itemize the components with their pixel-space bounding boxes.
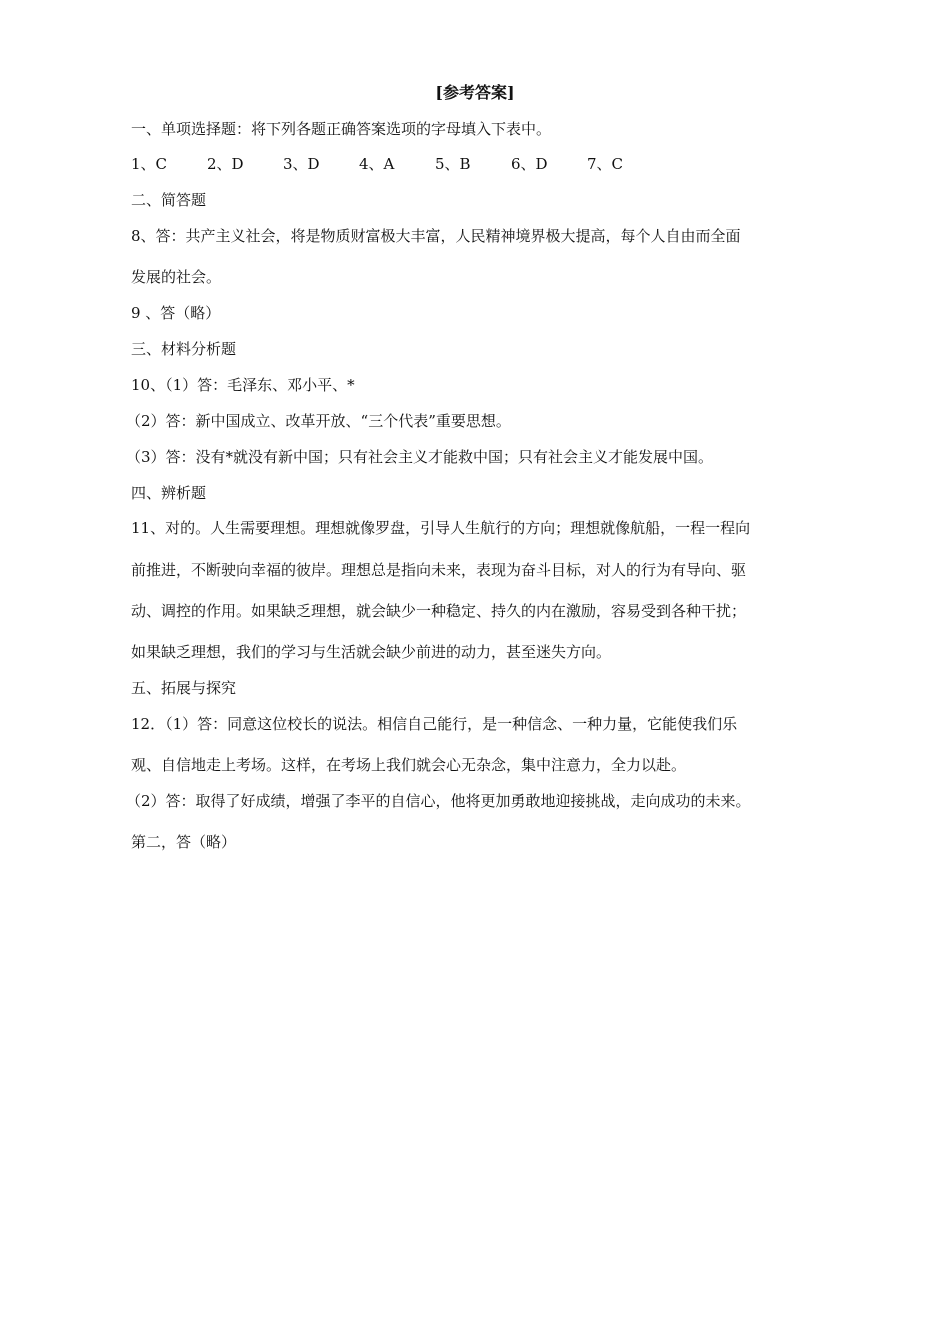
q9-answer: 9 、答（略） bbox=[131, 304, 221, 322]
section5-heading: 五、拓展与探究 bbox=[131, 679, 237, 697]
q12-2-answer: （2）答：取得了好成绩，增强了李平的自信心，他将更加勇敢地迎接挑战，走向成功的未来。 bbox=[126, 792, 751, 810]
answer-2: 2、D bbox=[207, 155, 244, 173]
q11-answer-line4: 如果缺乏理想，我们的学习与生活就会缺少前进的动力，甚至迷失方向。 bbox=[131, 643, 612, 661]
q8-answer-line1: 8、答：共产主义社会，将是物质财富极大丰富，人民精神境界极大提高，每个人自由而全面 bbox=[131, 227, 741, 245]
q8-answer-line2: 发展的社会。 bbox=[131, 268, 222, 286]
q10-3-answer: （3）答：没有*就没有新中国；只有社会主义才能救中国；只有社会主义才能发展中国。 bbox=[126, 448, 714, 466]
document-title: [参考答案] bbox=[435, 83, 515, 102]
multiple-choice-answers bbox=[131, 154, 663, 174]
section1-heading: 一、单项选择题：将下列各题正确答案选项的字母填入下表中。 bbox=[131, 120, 552, 138]
section4-heading: 四、辨析题 bbox=[131, 484, 207, 502]
q10-1-answer: 10、（1）答：毛泽东、邓小平、* bbox=[131, 376, 355, 394]
section3-heading: 三、材料分析题 bbox=[131, 340, 237, 358]
q11-answer-line1: 11、对的。人生需要理想。理想就像罗盘，引导人生航行的方向；理想就像航船，一程一程向 bbox=[131, 519, 751, 537]
answer-1: 1、C bbox=[131, 155, 168, 173]
q12-1-answer-line1: 12．（1）答：同意这位校长的说法。相信自己能行，是一种信念、一种力量，它能使我们乐 bbox=[131, 715, 738, 733]
section2-heading: 二、简答题 bbox=[131, 191, 207, 209]
q12-1-answer-line2: 观、自信地走上考场。这样，在考场上我们就会心无杂念，集中注意力，全力以赴。 bbox=[131, 756, 687, 774]
answer-5: 5、B bbox=[435, 155, 471, 173]
second-answer: 第二，答（略） bbox=[131, 833, 237, 851]
answer-4: 4、A bbox=[359, 155, 395, 173]
answer-7: 7、C bbox=[587, 155, 624, 173]
q10-2-answer: （2）答：新中国成立、改革开放、“三个代表”重要思想。 bbox=[126, 412, 511, 430]
answer-3: 3、D bbox=[283, 155, 320, 173]
q11-answer-line2: 前推进，不断驶向幸福的彼岸。理想总是指向未来，表现为奋斗目标，对人的行为有导向、驱 bbox=[131, 561, 747, 579]
answer-6: 6、D bbox=[511, 155, 548, 173]
q11-answer-line3: 动、调控的作用。如果缺乏理想，就会缺少一种稳定、持久的内在激励，容易受到各种干扰； bbox=[131, 602, 747, 620]
